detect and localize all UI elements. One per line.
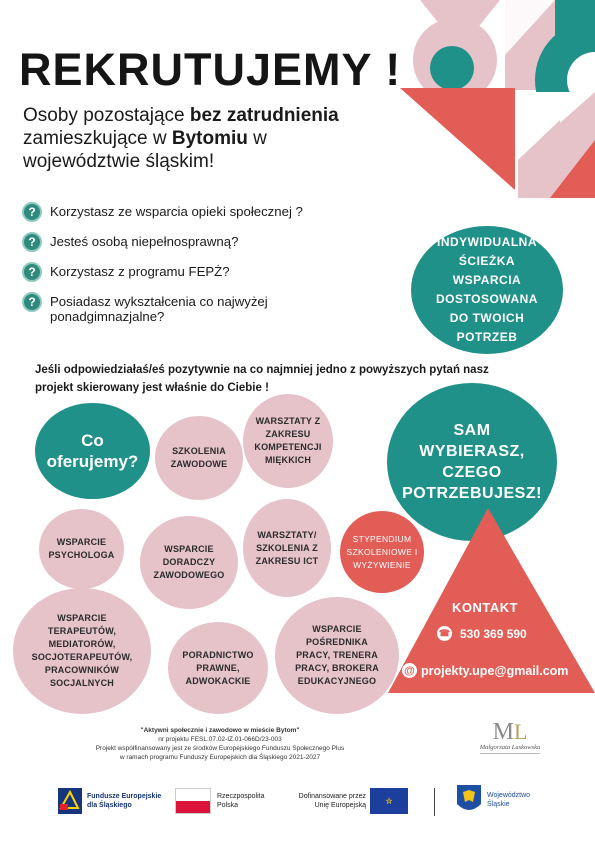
offer-label: WSPARCIE TERAPEUTÓW, MEDIATORÓW, SOCJOTERAPEUTÓW, PRACOWNIKÓW SOCJALNYCH <box>31 613 133 688</box>
fe-logo-icon <box>58 788 82 814</box>
phone-icon: ☎ <box>437 626 452 641</box>
offer-label: WARSZTATY Z ZAKRESU KOMPETENCJI MIĘKKICH <box>254 416 322 465</box>
offer-title-circle <box>35 403 150 499</box>
teal-circle-1-text: INDYWIDUALNA ŚCIEŻKA WSPARCIA DOSTOSOWANA DO TWOICH POTRZEB <box>436 235 538 344</box>
subtitle-bold-1: bez zatrudnienia <box>189 105 339 126</box>
project-info <box>40 726 400 762</box>
contact-phone-row <box>437 626 527 641</box>
callout-text: Jeśli odpowiedziałaś/eś pozytywnie na co najmniej jedno z powyższych pytań nasz projekt skierowany jest właśnie do Ciebie ! <box>35 364 489 394</box>
subtitle-text-1: Osoby pozostające <box>23 105 190 126</box>
subtitle <box>23 104 403 173</box>
offer-label: WSPARCIE DORADCZY ZAWODOWEGO <box>153 544 225 580</box>
teal-circle-individual-path <box>411 226 563 354</box>
teal-circle-2-text: SAM WYBIERASZ, CZEGO POTRZEBUJESZ! <box>402 422 542 502</box>
offer-label: SZKOLENIA ZAWODOWE <box>170 446 228 469</box>
eu-flag-icon: ✮ <box>370 788 408 814</box>
fe-logo-text: Fundusze Europejskie dla Śląskiego <box>87 793 162 809</box>
rp-logo <box>175 788 267 814</box>
decorative-geometric-pattern <box>400 0 595 200</box>
contact-email[interactable]: projekty.upe@gmail.com <box>421 663 569 678</box>
offer-circle <box>243 394 333 488</box>
ue-logo-text: Dofinansowane przez Unię Europejską <box>298 793 366 809</box>
offer-label: WARSZTATY/ SZKOLENIA Z ZAKRESU ICT <box>255 529 319 566</box>
partner-logo: ML Małgorzata Laskowska <box>470 720 550 754</box>
question-item <box>22 204 303 222</box>
project-number: nr projektu FESL.07.02-IZ.01-066D/23-003 <box>158 736 282 743</box>
financing-line-2: w ramach programu Funduszy Europejskich dla Śląskiego 2021-2027 <box>119 754 321 761</box>
offer-circle <box>275 597 399 714</box>
offer-label: PORADNICTWO PRAWNE, ADWOKACKIE <box>182 649 254 686</box>
polish-flag-icon <box>175 788 211 814</box>
slaskie-logo <box>456 784 533 816</box>
offer-circle <box>168 622 268 714</box>
subtitle-text-2: zamieszkujące w <box>23 128 172 149</box>
project-name: "Aktywni społecznie i zawodowo w mieście Bytom" <box>140 727 300 734</box>
question-text: Jesteś osobą niepełnosprawną? <box>50 234 239 249</box>
question-item <box>22 234 238 252</box>
offer-circle <box>243 499 331 597</box>
offer-title: Co oferujemy? <box>46 431 139 471</box>
partner-logo-text: Małgorzata Laskowska <box>479 744 541 751</box>
fe-logo <box>58 788 169 814</box>
offer-label: WSPARCIE POŚREDNIKA PRACY, TRENERA PRACY, BROKERA EDUKACYJNEGO <box>295 624 379 686</box>
page-title: REKRUTUJEMY ! <box>19 44 402 95</box>
offer-circle <box>155 416 243 500</box>
question-item <box>22 294 342 324</box>
subtitle-text-4: województwie śląskim! <box>23 151 215 172</box>
ue-logo <box>286 788 408 814</box>
question-icon: ? <box>22 262 42 282</box>
at-icon: @ <box>402 663 417 678</box>
logos-row <box>58 784 578 824</box>
slaskie-logo-text: Województwo Śląskie <box>487 792 531 808</box>
question-icon: ? <box>22 232 42 252</box>
offer-circle <box>140 516 238 609</box>
subtitle-text-3: w <box>247 128 267 149</box>
question-item <box>22 264 230 282</box>
question-icon: ? <box>22 292 42 312</box>
question-text: Korzystasz ze wsparcia opieki społecznej ? <box>50 204 303 219</box>
stipend-label: STYPENDIUM SZKOLENIOWE I WYŻYWIENIE <box>346 533 418 570</box>
contact-phone[interactable]: 530 369 590 <box>460 626 527 641</box>
financing-line-1: Projekt współfinansowany jest ze środków Europejskiego Funduszu Społecznego Plus <box>95 745 345 752</box>
rp-logo-text: Rzeczpospolita Polska <box>217 793 265 809</box>
question-text: Korzystasz z programu FEPŻ? <box>50 264 230 279</box>
offer-label: WSPARCIE PSYCHOLOGA <box>48 537 115 560</box>
contact-email-row <box>402 663 568 678</box>
slaskie-eagle-icon <box>456 784 482 816</box>
offer-circle <box>39 509 124 589</box>
logo-divider <box>434 788 435 816</box>
contact-title: KONTAKT <box>451 600 519 615</box>
subtitle-bold-2: Bytomiu <box>171 128 248 149</box>
question-icon: ? <box>22 202 42 222</box>
offer-circle <box>13 588 151 714</box>
question-text: Posiadasz wykształcenia co najwyżej ponadgimnazjalne? <box>50 294 268 324</box>
